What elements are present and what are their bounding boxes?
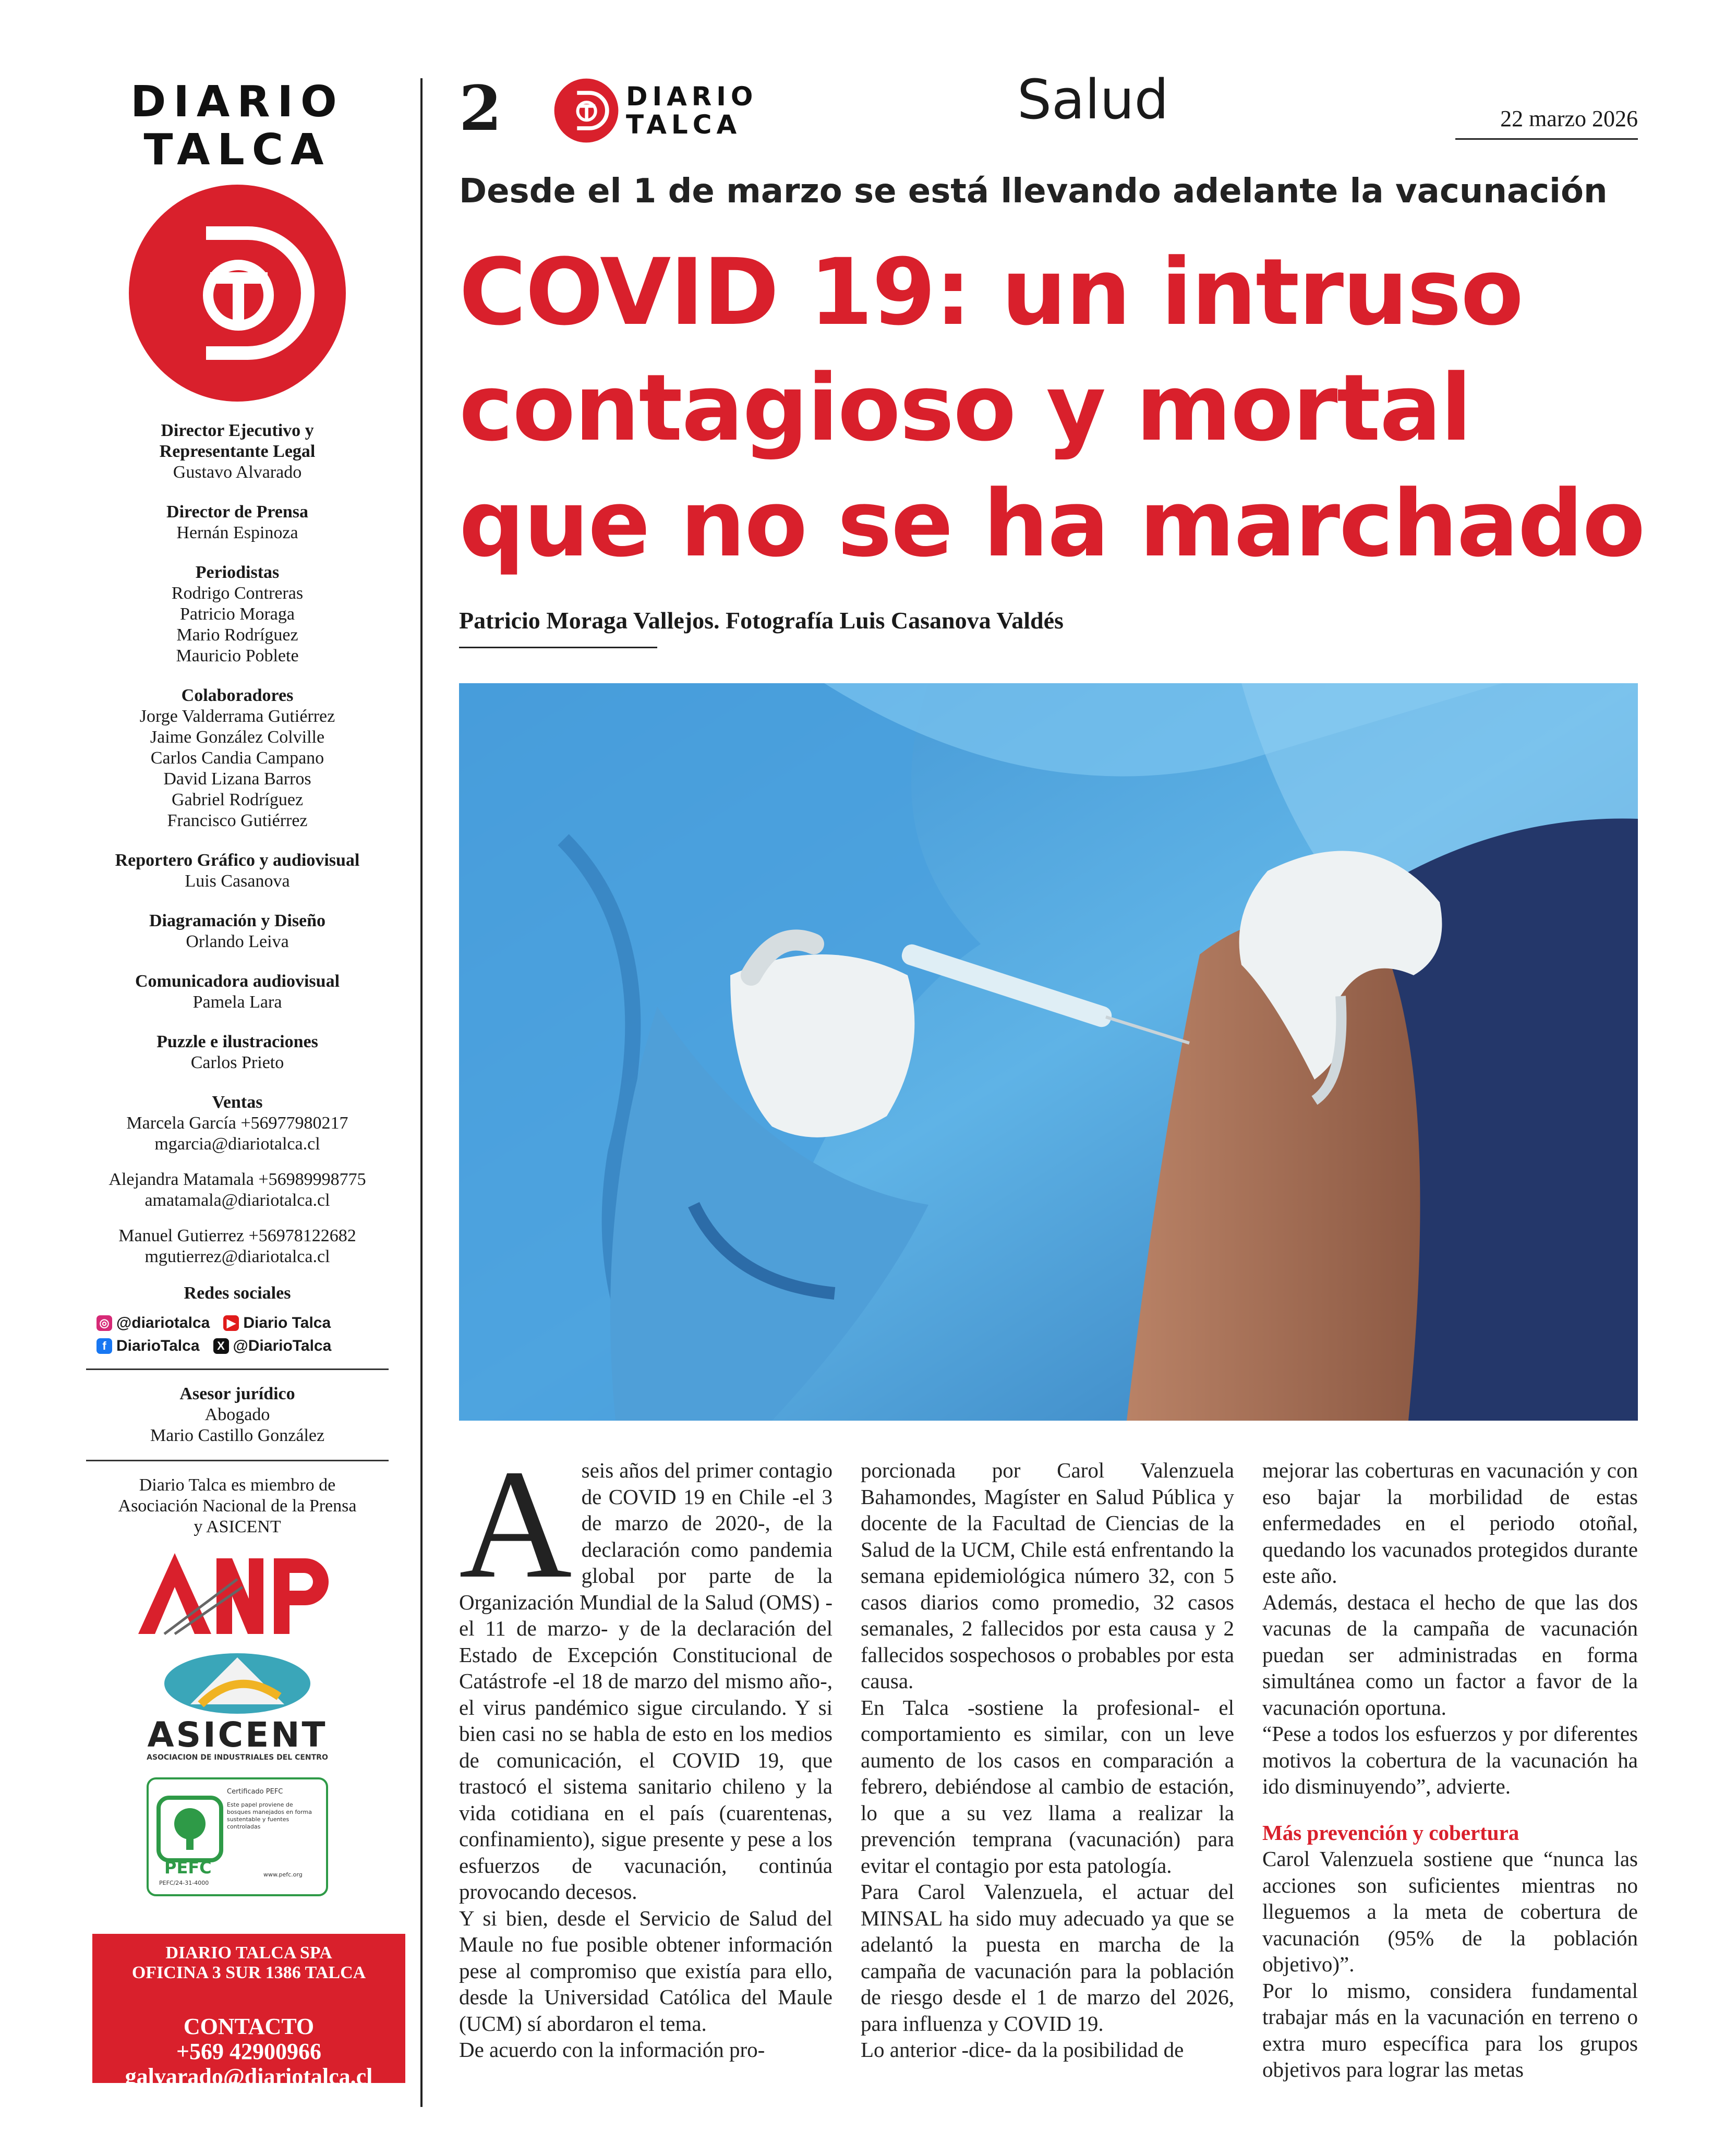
paragraph: Además, destaca el hecho de que las dos vacunas de la campaña de vacunación puedan ser administradas en forma simultánea como un factor a favor de la vacunación oportuna. [1262, 1590, 1638, 1719]
staff-group: Puzzle e ilustraciones Carlos Prieto [156, 1032, 318, 1072]
x-icon: X [213, 1338, 229, 1354]
paragraph: Carol Valenzuela sostiene que “nunca las acciones son suficientes mientras no lleguemos a la meta de cobertura de vacunación (95% de la población objetivo)”. [1262, 1847, 1638, 1976]
staff-group: Colaboradores Jorge Valderrama Gutiérrez Jaime González Colville Carlos Candia Campano David Lizana Barros Gabriel Rodríguez Francisco Gutiérrez [139, 686, 335, 830]
contact-phone: +569 42900966 [176, 2039, 322, 2064]
staff-group: Director Ejecutivo y Representante Legal Gustavo Alvarado [159, 421, 316, 482]
section-title: Salud [1017, 68, 1169, 131]
header-logo-icon [554, 78, 619, 143]
youtube-link[interactable]: ▶ Diario Talca [223, 1314, 331, 1332]
paragraph: mejorar las coberturas en vacunación y con eso bajar la morbilidad de estas enfermedades en el periodo otoñal, quedando los vacunados protegidos durante este año. [1262, 1458, 1638, 1588]
drop-cap: A [459, 1437, 572, 1610]
legal-advisor: Asesor jurídico Abogado Mario Castillo González [150, 1384, 325, 1445]
paragraph: En Talca -sostiene la profesional- el comportamiento es similar, con un leve aumento de los casos en comparación a febrero, debiéndose al cambio de estación, lo que a su vez llama a realizar la prevención temprana (vacunación) para evitar el contagio por esta patología. [861, 1695, 1234, 1878]
paragraph: Por lo mismo, considera fundamental trabajar más en la vacunación en terreno o extra muro específica para los grupos objetivos para lograr las metas [1262, 1978, 1638, 2081]
staff-group: Diagramación y Diseño Orlando Leiva [149, 911, 326, 951]
anp-logo [133, 1548, 342, 1637]
divider [86, 1460, 389, 1461]
article-byline: Patricio Moraga Vallejos. Fotografía Luis Casanova Valdés [459, 607, 1064, 634]
article-column-1 [459, 1437, 833, 2063]
contact-box: CONTACTO +569 42900966 galvarado@diariotalca.cl [92, 2005, 405, 2083]
article-kicker: Desde el 1 de marzo se está llevando adelante la vacunación [459, 172, 1608, 211]
staff-group: Comunicadora audiovisual Pamela Lara [135, 972, 340, 1012]
facebook-link[interactable]: f DiarioTalca [96, 1337, 200, 1355]
paragraph: seis años del primer contagio de COVID 19 en Chile -el 3 de marzo de 2020-, de la declaración como pandemia global por parte de la Organización Mundial de la Salud (OMS) -el 11 de marzo- y de la declaración del Estado de Excepción Constitucional de Catástrofe -el 18 de marzo del mismo año-, el virus pandémico sigue circulando. Y si bien casi no se habla de esto en los medios de comunicación, el COVID 19, que trastocó el sistema sanitario chileno y la vida cotidiana en el país (cuarentenas, confinamiento), sigue presente y pese a los esfuerzos de vacunación, continúa provocando decesos. [459, 1458, 833, 1904]
pefc-certificate: Certificado PEFC Este papel proviene de bosques manejados en forma sustentable y fuentes controladas PEFC PEFC/24-31-4000 www.pefc.org [147, 1777, 328, 1896]
social-title: Redes sociales [184, 1283, 291, 1303]
youtube-icon: ▶ [223, 1315, 239, 1331]
staff-group: Director de Prensa Hernán Espinoza [166, 502, 308, 542]
asicent-logo: ASICENT ASOCIACION DE INDUSTRIALES DEL CENTRO [123, 1647, 352, 1762]
article-column-3 [1262, 1457, 1638, 2083]
header-logo-text: DIARIO TALCA [626, 81, 758, 140]
paragraph: Lo anterior -dice- da la posibilidad de [861, 2038, 1184, 2062]
sales-contact: Manuel Gutierrez +56978122682 mgutierrez@diariotalca.cl [118, 1226, 356, 1266]
facebook-icon: f [96, 1338, 112, 1354]
sidebar [86, 78, 389, 1896]
sales-contact: Alejandra Matamala +56989998775 amatamala@diariotalca.cl [108, 1170, 366, 1210]
page-number: 2 [459, 72, 502, 144]
staff-group: Periodistas Rodrigo Contreras Patricio Moraga Mario Rodríguez Mauricio Poblete [171, 563, 304, 665]
contact-email[interactable]: galvarado@diariotalca.cl [125, 2064, 373, 2089]
x-link[interactable]: X @DiarioTalca [213, 1337, 332, 1355]
instagram-icon: ◎ [96, 1315, 112, 1331]
paragraph: De acuerdo con la información pro- [459, 2038, 765, 2062]
staff-list [86, 420, 389, 1304]
social-links [96, 1314, 389, 1355]
staff-group: Reportero Gráfico y audiovisual Luis Casanova [115, 851, 360, 891]
instagram-link[interactable]: ◎ @diariotalca [96, 1314, 210, 1332]
column-divider [420, 78, 423, 2107]
staff-group: Ventas Marcela García +56977980217 mgarcia@diariotalca.cl [126, 1093, 348, 1154]
diario-talca-logo [128, 184, 347, 403]
divider [86, 1368, 389, 1370]
pefc-tree-icon [156, 1795, 224, 1863]
article-column-2 [861, 1457, 1234, 2063]
vaccination-photo [459, 683, 1638, 1421]
paragraph: “Pese a todos los esfuerzos y por diferentes motivos la cobertura de la vacunación ha ido disminuyendo”, advierte. [1262, 1722, 1638, 1798]
date-underline [1455, 138, 1638, 140]
contact-box: DIARIO TALCA SPA OFICINA 3 SUR 1386 TALCA [92, 1934, 405, 2005]
article-headline: COVID 19: un intruso contagioso y mortal que no se ha marchado [459, 239, 1645, 577]
paragraph: Para Carol Valenzuela, el actuar del MINSAL ha sido muy adecuado ya que se adelantó la puesta en marcha de la campaña de vacunación para la población de riesgo desde el 1 de marzo del 2026, para influenza y COVID 19. [861, 1880, 1234, 2036]
paragraph: Y si bien, desde el Servicio de Salud del Maule no fue posible obtener información pese al compromiso que existía para ello, desde la Universidad Católica del Maule (UCM) sí abordaron el tema. [459, 1906, 833, 2036]
masthead: DIARIO TALCA [130, 77, 344, 175]
article-photo [459, 683, 1638, 1421]
membership-text: Diario Talca es miembro de Asociación Nacional de la Prensa y ASICENT [118, 1475, 357, 1536]
paragraph: porcionada por Carol Valenzuela Bahamondes, Magíster en Salud Pública y docente de la Facultad de Ciencias de la Salud de la UCM, Chile está enfrentando la semana epidemiológica número 32, con 5 casos diarios como promedio, 32 casos semanales, 2 fallecidos por esta causa y 2 fallecidos sospechosos o probables por esta causa. [861, 1458, 1234, 1693]
issue-date: 22 marzo 2026 [1500, 106, 1638, 131]
article-subhead: Más prevención y cobertura [1262, 1820, 1519, 1845]
byline-underline [459, 647, 657, 648]
